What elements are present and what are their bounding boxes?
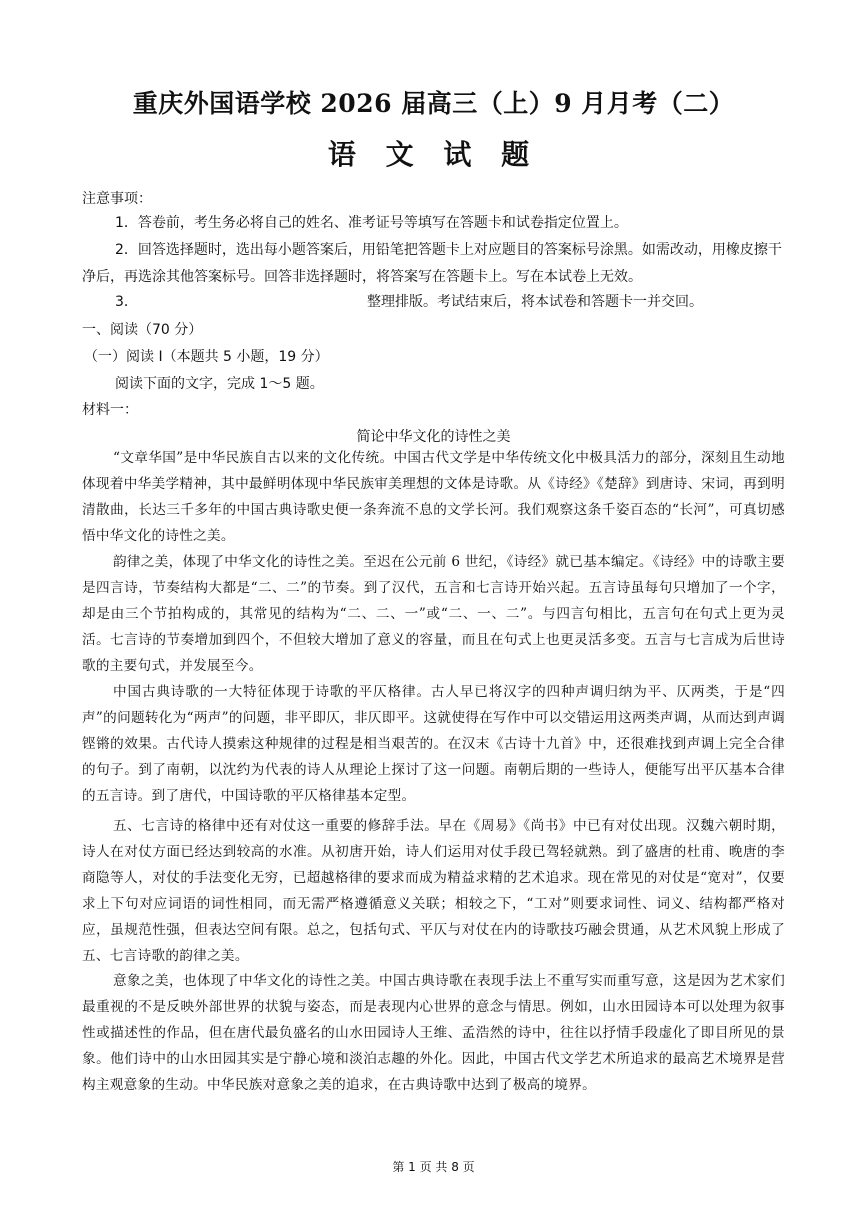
article-paragraph-2: 韵律之美，体现了中华文化的诗性之美。至迟在公元前 6 世纪，《诗经》就已基本编定。《诗经》中的诗歌主要是四言诗，节奏结构大都是“二、二”的节奏。到了汉代，五言和七言诗开始兴起。五言诗虽每句只增加了一个字，却是由三个节拍构成的，其常见的结构为“二、二、一”或“二、一、二”。与四言句相比，五言句在句式上更为灵活。七言诗的节奏增加到四个，不但较大增加了意义的容量，而且在句式上也更灵活多变。五言与七言成为后世诗歌的主要句式，并发展至今。 (82, 554, 785, 674)
article-title: 简论中华文化的诗性之美 (356, 429, 511, 445)
note-item-1: 1．答卷前，考生务必将自己的姓名、准考证号等填写在答题卡和试卷指定位置上。 (115, 215, 628, 231)
notes-heading: 注意事项： (82, 191, 152, 207)
article-paragraph-3: 中国古典诗歌的一大特征体现于诗歌的平仄格律。古人早已将汉字的四种声调归纳为平、仄两类，于是“四声”的问题转化为“两声”的问题，非平即仄，非仄即平。这就使得在写作中可以交错运用这两类声调，从而达到声调铿锵的效果。古代诗人摸索这种规律的过程是相当艰苦的。在汉末《古诗十九首》中，还很难找到声调上完全合律的句子。到了南朝，以沈约为代表的诗人从理论上探讨了这一问题。南朝后期的一些诗人，便能写出平仄基本合律的五言诗。到了唐代，中国诗歌的平仄格律基本定型。 (82, 684, 785, 804)
exam-title: 重庆外国语学校 2026 届高三（上）9 月月考（二） (132, 89, 735, 118)
material-label: 材料一： (82, 402, 138, 418)
article-paragraph-5: 意象之美，也体现了中华文化的诗性之美。中国古典诗歌在表现手法上不重写实而重写意，这是因为艺术家们最重视的不是反映外部世界的状貌与姿态，而是表现内心世界的意念与情思。例如，山水田园诗本可以处理为叙事性或描述性的作品，但在唐代最负盛名的山水田园诗人王维、孟浩然的诗中，往往以抒情手段虚化了即目所见的景象。他们诗中的山水田园其实是宁静心境和淡泊志趣的外化。因此，中国古代文学艺术所追求的最高艺术境界是营构主观意象的生动。中华民族对意象之美的追求，在古典诗歌中达到了极高的境界。 (82, 973, 785, 1093)
note-item-3-text: 整理排版。考试结束后，将本试卷和答题卡一并交回。 (367, 294, 703, 310)
note-item-3-number: 3． (115, 294, 138, 310)
article-paragraph-4: 五、七言诗的格律中还有对仗这一重要的修辞手法。早在《周易》《尚书》中已有对仗出现。汉魏六朝时期，诗人在对仗方面已经达到较高的水准。从初唐开始，诗人们运用对仗手段已驾轻就熟。到了盛唐的杜甫、晚唐的李商隐等人，对仗的手法变化无穷，已超越格律的要求而成为精益求精的艺术追求。现在常见的对仗是“宽对”，仅要求上下句对应词语的词性相同，而无需严格遵循意义关联；相较之下，“工对”则要求词性、词义、结构都严格对应，虽规范性强，但表达空间有限。总之，包括句式、平仄与对仗在内的诗歌技巧融会贯通，从艺术风貌上形成了五、七言诗歌的韵律之美。 (82, 818, 785, 964)
sub-section-heading: （一）阅读 I（本题共 5 小题，19 分） (84, 349, 329, 365)
reading-instruction: 阅读下面的文字，完成 1～5 题。 (115, 376, 324, 392)
note-item-2: 2．回答选择题时，选出每小题答案后，用铅笔把答题卡上对应题目的答案标号涂黑。如需改动，用橡皮擦干净后，再选涂其他答案标号。回答非选择题时，将答案写在答题卡上。写在本试卷上无效。 (82, 242, 782, 285)
article-paragraph-1: “文章华国”是中华民族自古以来的文化传统。中国古代文学是中华传统文化中极具活力的部分，深刻且生动地体现着中华美学精神，其中最鲜明体现中华民族审美理想的文体是诗歌。从《诗经》《楚辞》到唐诗、宋词，再到明清散曲，长达三千多年的中国古典诗歌史便一条奔流不息的文学长河。我们观察这条千姿百态的“长河”，可真切感悟中华文化的诗性之美。 (82, 450, 785, 544)
section-heading: 一、阅读（70 分） (82, 322, 203, 338)
subject-title: 语 文 试 题 (327, 138, 540, 171)
page-number: 第 1 页 共 8 页 (392, 1160, 475, 1174)
